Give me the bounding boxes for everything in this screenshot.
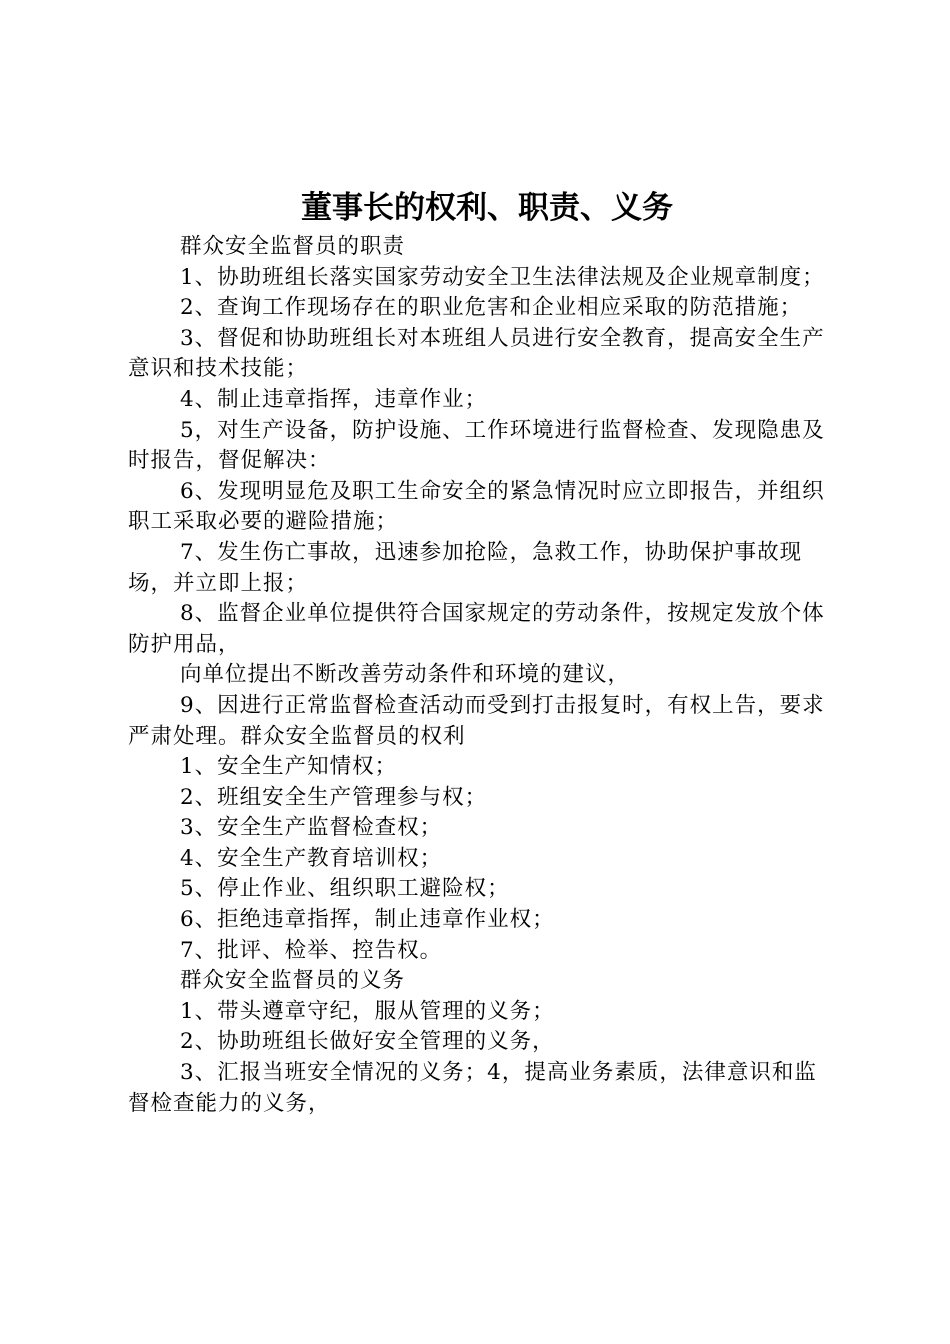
paragraph-duty-7: 7、发生伤亡事故，迅速参加抢险，急救工作，协助保护事故现场，并立即上报； [128,539,803,596]
paragraph-obligation-2: 2、协助班组长做好安全管理的义务， [180,1029,555,1055]
paragraph-duty-6: 6、发现明显危及职工生命安全的紧急情况时应立即报告，并组织职工采取必要的避险措施； [128,478,825,535]
paragraph-right-6: 6、拒绝违章指挥，制止违章作业权； [180,907,555,933]
paragraph-right-7: 7、批评、检举、控告权。 [180,937,443,963]
paragraph-right-2: 2、班组安全生产管理参与权； [180,784,488,810]
paragraph-obligation-3-4: 3、汇报当班安全情况的义务；4，提高业务素质，法律意识和监督检查能力的义务， [128,1060,817,1116]
paragraph-obligations-heading: 群众安全监督员的义务 [180,968,406,994]
document-page [128,186,834,1119]
paragraph-right-3: 3、安全生产监督检查权； [180,815,443,841]
paragraph-duty-2: 2、查询工作现场存在的职业危害和企业相应采取的防范措施； [180,295,803,321]
paragraph-duty-4: 4、制止违章指挥，违章作业； [180,386,488,412]
paragraph-duties-heading: 群众安全监督员的职责 [180,234,406,259]
paragraph-duty-8: 8、监督企业单位提供符合国家规定的劳动条件，按规定发放个体防护用品， [128,601,825,657]
paragraph-obligation-1: 1、带头遵章守纪，服从管理的义务； [180,998,555,1024]
paragraph-duty-1: 1、协助班组长落实国家劳动安全卫生法律法规及企业规章制度； [180,264,825,290]
paragraph-duty-5: 5，对生产设备，防护设施、工作环境进行监督检查、发现隐患及时报告，督促解决： [128,417,825,474]
paragraph-right-1: 1、安全生产知情权； [180,754,398,780]
paragraph-right-5: 5、停止作业、组织职工避险权； [180,876,510,902]
paragraph-duty-3: 3、督促和协助班组长对本班组人员进行安全教育，提高安全生产意识和技术技能； [128,325,825,382]
paragraph-duty-8-cont: 向单位提出不断改善劳动条件和环境的建议， [180,662,631,688]
document-title: 董事长的权利、职责、义务 [301,190,673,226]
paragraph-duty-9: 9、因进行正常监督检查活动而受到打击报复时，有权上告，要求严肃处理。群众安全监督员的权利 [128,692,825,749]
paragraph-right-4: 4、安全生产教育培训权； [180,845,443,871]
